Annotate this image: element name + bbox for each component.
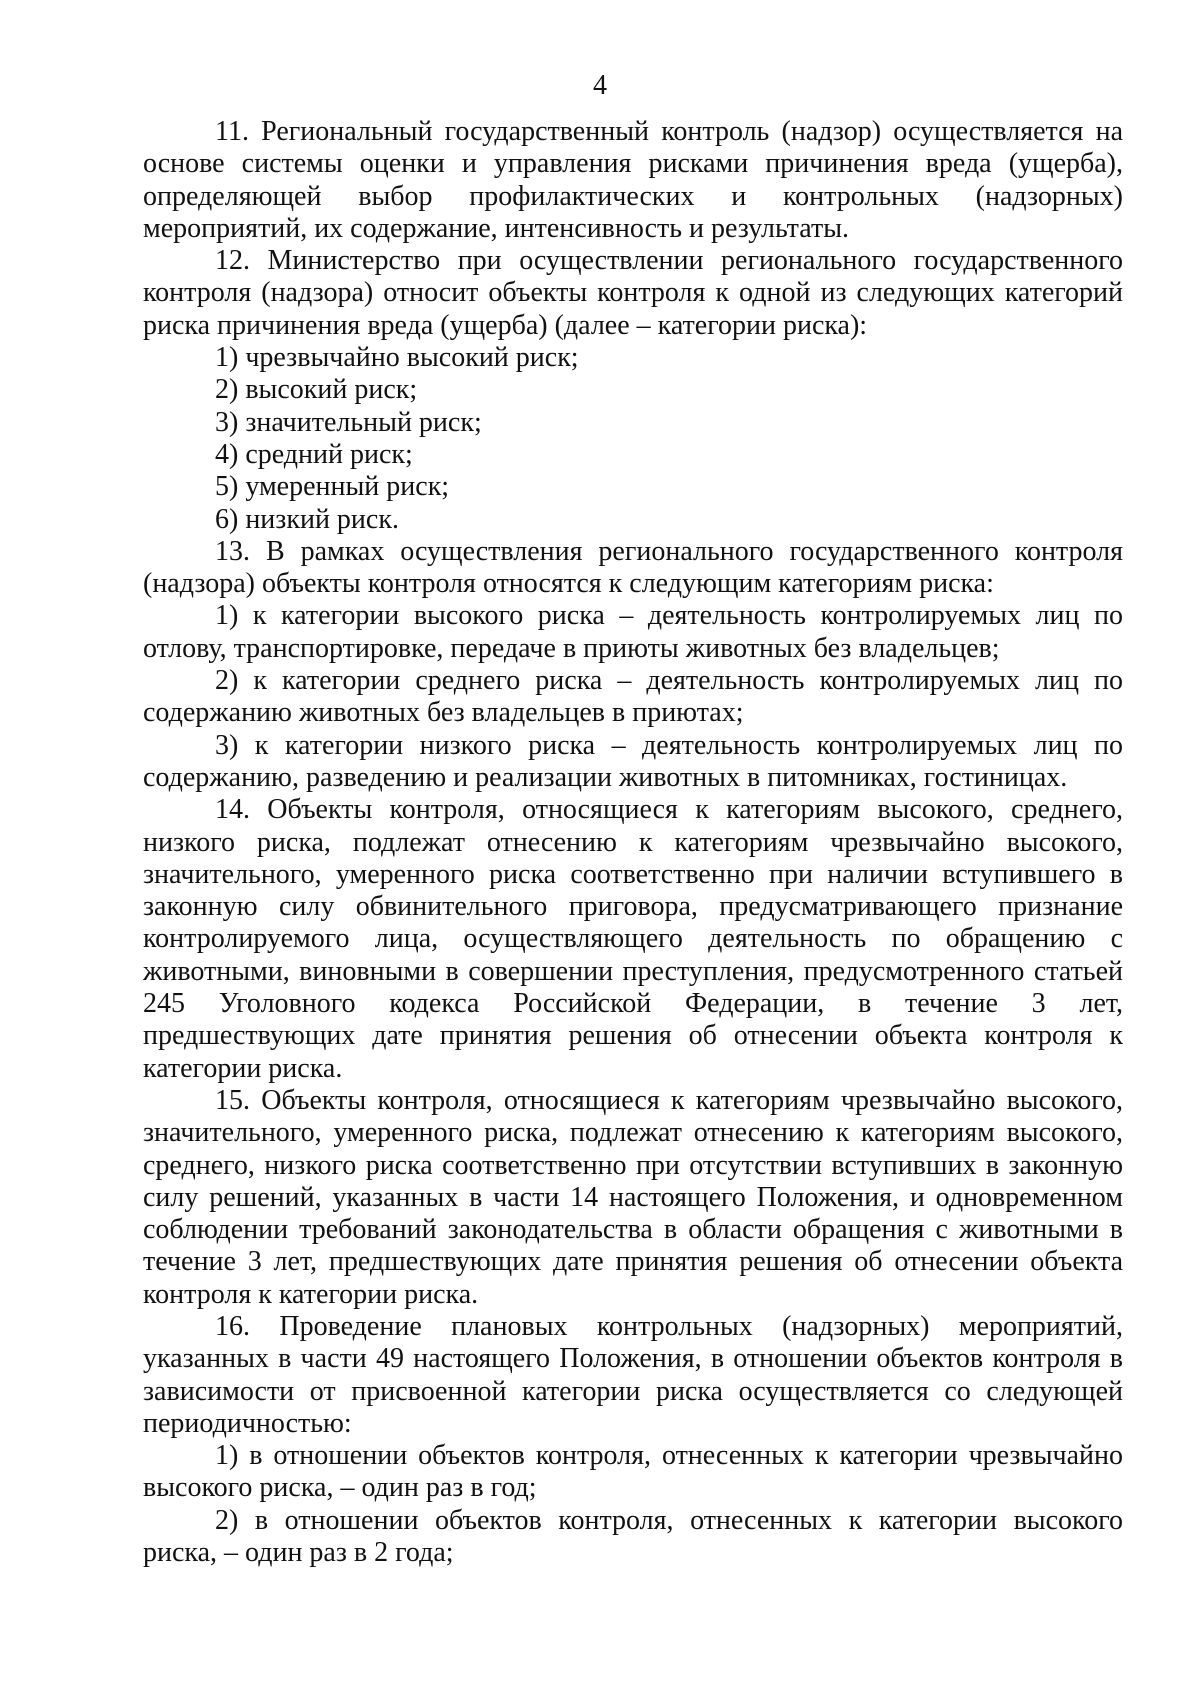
list-item: 2) в отношении объектов контроля, отнесенных к категории высокого риска, – один раз в 2 года; [143,1504,1123,1569]
section-14: 14. Объекты контроля, относящиеся к категориям высокого, среднего, низкого риска, подлежат отнесению к категориям чрезвычайно высокого, значительного, умеренного риска соответственно при наличии вступившего в законную силу обвинительного приговора, предусматривающего признание контролируемого лица, осуществляющего деятельность по обращению с животными, виновными в совершении преступления, предусмотренного статьей 245 Уголовного кодекса Российской Федерации, в течение 3 лет, предшествующих дате принятия решения об отнесении объекта контроля к категории риска. [143,794,1123,1084]
section-16: 16. Проведение плановых контрольных (надзорных) мероприятий, указанных в части 49 настоящего Положения, в отношении объектов контроля в зависимости от присвоенной категории риска осуществляется со следующей периодичностью: [143,1310,1123,1439]
section-11: 11. Региональный государственный контроль (надзор) осуществляется на основе системы оценки и управления рисками причинения вреда (ущерба), определяющей выбор профилактических и контрольных (надзорных) мероприятий, их содержание, интенсивность и результаты. [143,116,1123,244]
list-item: 6) низкий риск. [215,503,399,535]
list-item: 1) к категории высокого риска – деятельность контролируемых лиц по отлову, транспортировке, передаче в приюты животных без владельцев; [143,600,1123,664]
list-item: 2) к категории среднего риска – деятельность контролируемых лиц по содержанию животных без владельцев в приютах; [143,665,1123,729]
list-item: 2) высокий риск; [215,374,418,406]
section-15: 15. Объекты контроля, относящиеся к категориям чрезвычайно высокого, значительного, умеренного риска, подлежат отнесению к категориям высокого, среднего, низкого риска соответственно при отсутствии вступивших в законную силу решений, указанных в части 14 настоящего Положения, и одновременном соблюдении требований законодательства в области обращения с животными в течение 3 лет, предшествующих дате принятия решения об отнесении объекта контроля к категории риска. [143,1084,1123,1310]
list-item: 3) к категории низкого риска – деятельность контролируемых лиц по содержанию, разведению и реализации животных в питомниках, гостиницах. [143,729,1123,793]
page-number: 4 [593,70,607,101]
section-12: 12. Министерство при осуществлении регионального государственного контроля (надзора) относит объекты контроля к одной из следующих категорий риска причинения вреда (ущерба) (далее – категории риска): [143,245,1123,341]
section-13: 13. В рамках осуществления регионального государственного контроля (надзора) объекты контроля относятся к следующим категориям риска: [143,535,1123,600]
section-12-risk-list [143,342,1123,536]
section-16-periodicity-list [143,1440,1123,1569]
list-item: 3) значительный риск; [215,406,482,438]
list-item: 1) чрезвычайно высокий риск; [215,342,579,374]
list-item: 1) в отношении объектов контроля, отнесенных к категории чрезвычайно высокого риска, – один раз в год; [143,1440,1123,1504]
list-item: 5) умеренный риск; [215,471,450,503]
document-body [143,116,1123,1569]
section-13-category-list [143,600,1123,794]
list-item: 4) средний риск; [215,438,413,470]
